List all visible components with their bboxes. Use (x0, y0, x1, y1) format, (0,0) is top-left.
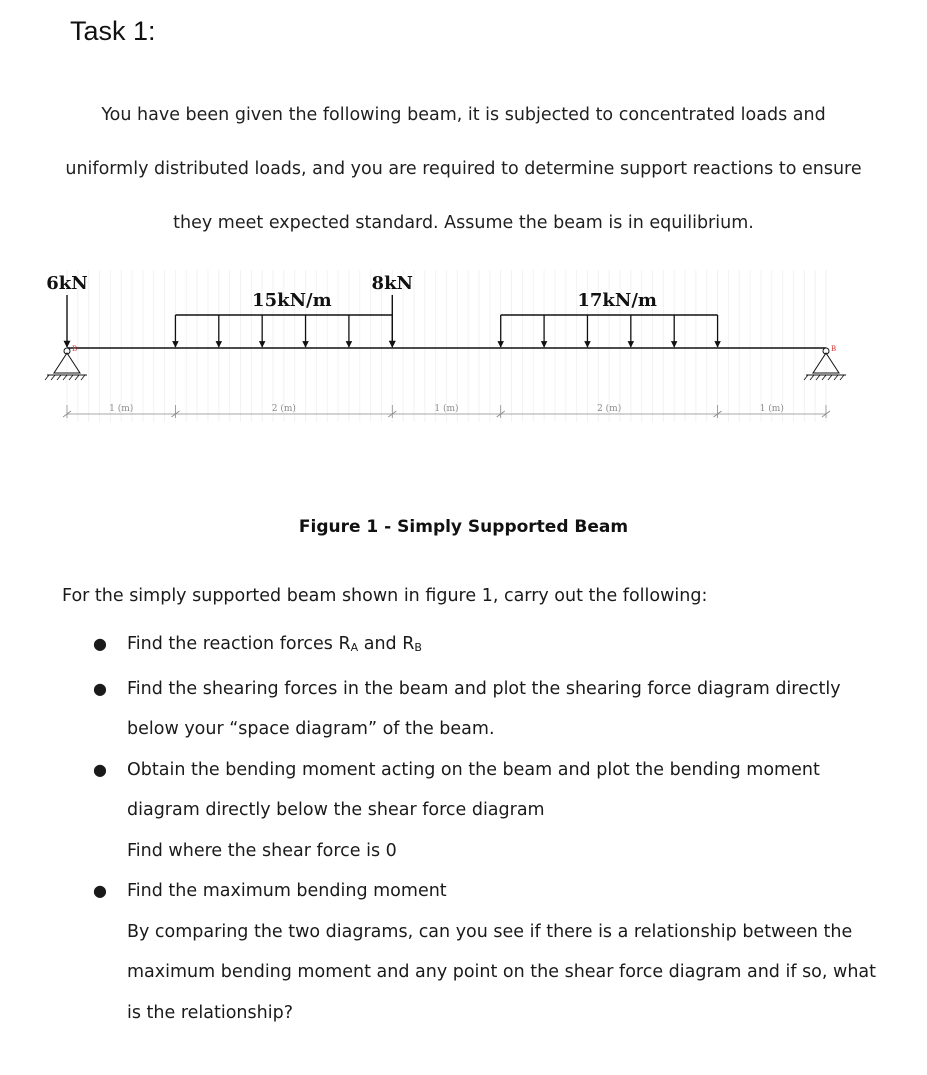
bullet-icon: ● (93, 759, 107, 779)
bullet-icon: ● (93, 634, 107, 653)
intro-line: uniformly distributed loads, and you are required to determine support reactions to ensure (65, 159, 862, 179)
item-text (127, 624, 927, 669)
item-text: By comparing the two diagrams, can you see if there is a relationship between the (127, 921, 853, 942)
dimension-label: 1 (m) (759, 404, 784, 414)
list-item (0, 669, 927, 750)
figure-caption: Figure 1 - Simply Supported Beam (298, 517, 629, 537)
task-title: Task 1: (70, 16, 156, 46)
support-hatch (828, 375, 832, 380)
udl-label: 17kN/m (577, 290, 657, 311)
subscript-a: A (350, 641, 359, 654)
dimension-label: 2 (m) (271, 404, 296, 414)
support-hatch (75, 375, 79, 380)
bullet-icon: ● (93, 678, 107, 698)
support-hatch (816, 375, 820, 380)
support-label: B (72, 345, 78, 353)
item-text: below your “space diagram” of the beam. (127, 719, 495, 739)
support-hatch (834, 375, 838, 380)
support-hatch (63, 375, 67, 380)
item-text: is the relationship? (127, 1002, 293, 1023)
dimension-label: 1 (m) (434, 404, 459, 414)
point-load-label: 6kN (46, 273, 88, 294)
support-hatch (69, 375, 73, 380)
beam-figure (0, 262, 927, 442)
item-text-part: Find the reaction forces R (127, 634, 351, 654)
list-item (0, 871, 927, 1033)
intro-line: You have been given the following beam, it is subjected to concentrated loads and (101, 105, 826, 125)
task-list (0, 624, 927, 1033)
item-text: Find the maximum bending moment (127, 881, 447, 901)
subscript-b: B (414, 641, 422, 654)
intro-paragraph (40, 88, 887, 250)
intro-line: they meet expected standard. Assume the beam is in equilibrium. (173, 213, 754, 233)
dimension-label: 2 (m) (597, 404, 622, 414)
point-load-label: 8kN (371, 273, 414, 294)
list-item (0, 750, 927, 872)
support-hatch (57, 375, 61, 380)
support-hatch (51, 375, 55, 380)
item-text: Obtain the bending moment acting on the beam and plot the bending moment (127, 759, 820, 780)
item-text: Find the shearing forces in the beam and plot the shearing force diagram directly (127, 678, 841, 699)
item-text: diagram directly below the shear force diagram (127, 800, 545, 820)
item-text: Find where the shear force is 0 (127, 840, 397, 861)
item-text: maximum bending moment and any point on the shear force diagram and if so, what (127, 962, 877, 982)
support-label: B (831, 345, 837, 353)
dimension-label: 1 (m) (109, 404, 134, 414)
support-hatch (840, 375, 844, 380)
support-hatch (810, 375, 814, 380)
item-text-part: and R (358, 634, 415, 654)
udl-label: 15kN/m (252, 290, 332, 311)
support-hatch (81, 375, 85, 380)
instructions-lead: For the simply supported beam shown in figure 1, carry out the following: (62, 586, 708, 606)
support-hatch (822, 375, 826, 380)
bullet-icon: ● (93, 881, 107, 900)
grid-lines (67, 270, 826, 422)
support-hatch (45, 375, 49, 380)
list-item (0, 624, 927, 669)
